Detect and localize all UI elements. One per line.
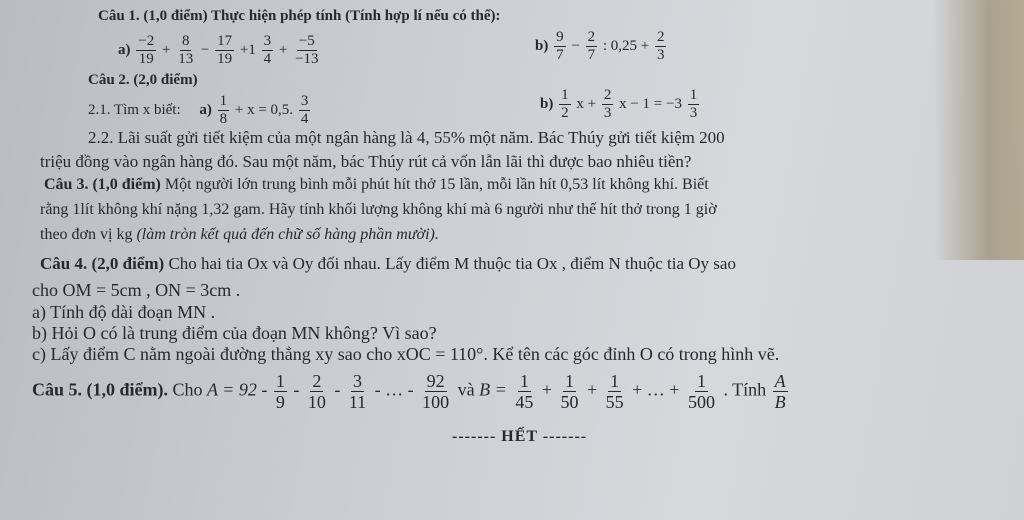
q4-text-2: cho OM = 5cm , ON = 3cm . <box>32 280 241 300</box>
q2-2-text-2: triệu đồng vào ngân hàng đó. Sau một năm, bác Thúy rút cả vốn lẫn lãi thì được bao nhiêu tiền? <box>40 152 692 171</box>
q3-text-3b: (làm tròn kết quả đến chữ số hàng phần mười). <box>136 226 439 243</box>
den: 2 <box>561 105 569 121</box>
q1-title-text: Câu 1. (1,0 điểm) Thực hiện phép tính (Tính hợp lí nếu có thể): <box>98 8 501 24</box>
num: 1 <box>689 87 698 103</box>
q5-b-frac2 <box>558 372 580 411</box>
q2-1-a-frac2 <box>299 94 311 127</box>
q2-1-b-frac1 <box>559 88 571 121</box>
den: 3 <box>603 105 612 121</box>
num: −5 <box>298 33 315 49</box>
num: A <box>774 371 786 391</box>
q1-a-frac2 <box>176 34 195 67</box>
q4-a-text: a) Tính độ dài đoạn MN . <box>32 302 216 322</box>
den: 4 <box>300 111 309 127</box>
q2-1-b-label: b) <box>540 95 554 112</box>
num: 1 <box>275 371 285 391</box>
den: 50 <box>560 392 579 412</box>
q3-text-3a: theo đơn vị kg <box>40 226 137 243</box>
den: 13 <box>178 51 194 67</box>
q1-b-label: b) <box>535 37 549 54</box>
q5-cho: Cho <box>172 379 203 400</box>
q4-b-text: b) Hỏi O có là trung điểm của đoạn MN không? Vì sao? <box>32 323 437 343</box>
q3-head: Câu 3. (1,0 điểm) <box>44 176 161 193</box>
q3-text-2: rằng 1lít không khí nặng 1,32 gam. Hãy tính khối lượng không khí mà 6 người như thế hít thở trong 1 giờ <box>40 201 717 218</box>
den: 500 <box>687 392 715 412</box>
num: 1 <box>561 87 569 103</box>
q2-1 <box>88 94 312 127</box>
op: : 0,25 + <box>602 37 650 54</box>
den: 7 <box>587 47 596 63</box>
q1-b-frac1 <box>554 30 566 63</box>
q1-a-frac4 <box>262 34 274 67</box>
den: 100 <box>422 392 450 412</box>
q5-b-frac4 <box>686 372 717 411</box>
q5-ratio-frac <box>773 372 788 411</box>
num: 17 <box>217 33 233 49</box>
num: 1 <box>219 93 228 109</box>
num: 1 <box>696 371 706 391</box>
q2-2-line2 <box>40 152 691 172</box>
den: 9 <box>275 392 285 412</box>
q5-line <box>32 372 790 411</box>
q2-1-b-frac3 <box>688 88 700 121</box>
q1-title <box>98 8 501 25</box>
q2-1-b <box>540 88 701 121</box>
q5-a-frac1 <box>274 372 287 411</box>
op: - <box>293 379 300 400</box>
q3-text-1: Một người lớn trung bình mỗi phút hít thở 15 lần, mỗi lần hít 0,53 lít không khí. Biết <box>160 176 709 193</box>
q4-line2 <box>32 280 240 301</box>
den: B <box>774 392 786 412</box>
den: 3 <box>656 47 665 63</box>
op: - … - <box>374 379 414 400</box>
q1-a <box>118 34 323 67</box>
q2-2-line1 <box>88 128 725 148</box>
q5-B-lhs: B = <box>479 379 507 400</box>
q4-text-1: Cho hai tia Ox và Oy đối nhau. Lấy điểm M thuộc tia Ox , điểm N thuộc tia Oy sao <box>164 254 736 273</box>
num: 3 <box>353 371 362 391</box>
q1-b <box>535 30 668 63</box>
q2-title <box>88 72 198 89</box>
num: 92 <box>426 371 445 391</box>
q1-a-label: a) <box>118 41 131 58</box>
q3-line1 <box>44 176 709 194</box>
den: 55 <box>605 392 624 412</box>
q2-1-a-label: a) <box>199 101 212 118</box>
num: 2 <box>656 29 665 45</box>
q1-b-frac3 <box>655 30 667 63</box>
q5-a-frac4 <box>420 372 451 411</box>
q4-line1 <box>40 254 736 274</box>
den: 3 <box>689 105 698 121</box>
den: 19 <box>217 51 233 67</box>
q5-tinh: . Tính <box>723 379 767 400</box>
num: 1 <box>564 371 574 391</box>
q4-a <box>32 302 215 323</box>
q2-1-a-frac1 <box>218 94 230 127</box>
den: −13 <box>295 51 319 67</box>
den: 8 <box>219 111 228 127</box>
num: 8 <box>181 33 190 49</box>
den: 45 <box>515 392 534 412</box>
op: + <box>278 41 288 58</box>
q4-b <box>32 323 437 344</box>
op: - <box>334 379 341 400</box>
q5-va: và <box>457 379 475 400</box>
den: 11 <box>348 392 367 412</box>
q1-a-frac3 <box>215 34 234 67</box>
num: −2 <box>138 33 155 49</box>
expr: + x = 0,5. <box>234 101 294 118</box>
num: 9 <box>556 29 564 45</box>
num: 1 <box>519 371 529 391</box>
op: + <box>541 379 552 400</box>
den: 4 <box>263 51 272 67</box>
q5-b-frac1 <box>513 372 535 411</box>
den: 10 <box>307 392 326 412</box>
q2-1-label: 2.1. Tìm x biết: <box>88 101 181 118</box>
q5-a-frac2 <box>306 372 328 411</box>
num: 3 <box>263 33 272 49</box>
q1-a-frac5 <box>293 34 320 67</box>
den: 7 <box>556 47 564 63</box>
op: + <box>161 41 171 58</box>
end-marker <box>452 428 587 446</box>
q3-line3 <box>40 226 439 244</box>
q3-line2 <box>40 201 717 219</box>
q5-a-frac3 <box>347 372 368 411</box>
num: 2 <box>587 29 596 45</box>
q1-a-frac1 <box>136 34 156 67</box>
q2-1-b-frac2 <box>602 88 614 121</box>
expr: x − 1 = −3 <box>619 95 682 112</box>
q4-head: Câu 4. (2,0 điểm) <box>40 254 165 273</box>
q5-b-frac3 <box>604 372 626 411</box>
q4-c-text: c) Lấy điểm C nằm ngoài đường thẳng xy sao cho xOC = 110°. Kể tên các góc đỉnh O có trong hình vẽ. <box>32 344 780 364</box>
op: − <box>571 37 580 54</box>
op: + <box>586 379 598 400</box>
op: − <box>200 41 210 58</box>
q5-head: Câu 5. (1,0 điểm). <box>32 379 168 400</box>
end-marker-text: ------- HẾT ------- <box>452 428 588 445</box>
den: 19 <box>138 51 154 67</box>
q2-2-text-1: 2.2. Lãi suất gửi tiết kiệm của một ngân hàng là 4, 55% một năm. Bác Thúy gửi tiết kiệm 200 <box>88 128 725 147</box>
q1-b-frac2 <box>586 30 598 63</box>
op: +1 <box>239 41 256 58</box>
expr: x + <box>576 95 597 112</box>
q4-c <box>32 344 779 365</box>
num: 3 <box>300 93 309 109</box>
paper-edge-shadow <box>934 0 1024 260</box>
op: + … + <box>632 379 680 400</box>
num: 2 <box>603 87 612 103</box>
num: 2 <box>312 371 322 391</box>
num: 1 <box>610 371 620 391</box>
q2-title-text: Câu 2. (2,0 điểm) <box>88 72 198 88</box>
q5-A-lhs: A = 92 - <box>207 379 268 400</box>
